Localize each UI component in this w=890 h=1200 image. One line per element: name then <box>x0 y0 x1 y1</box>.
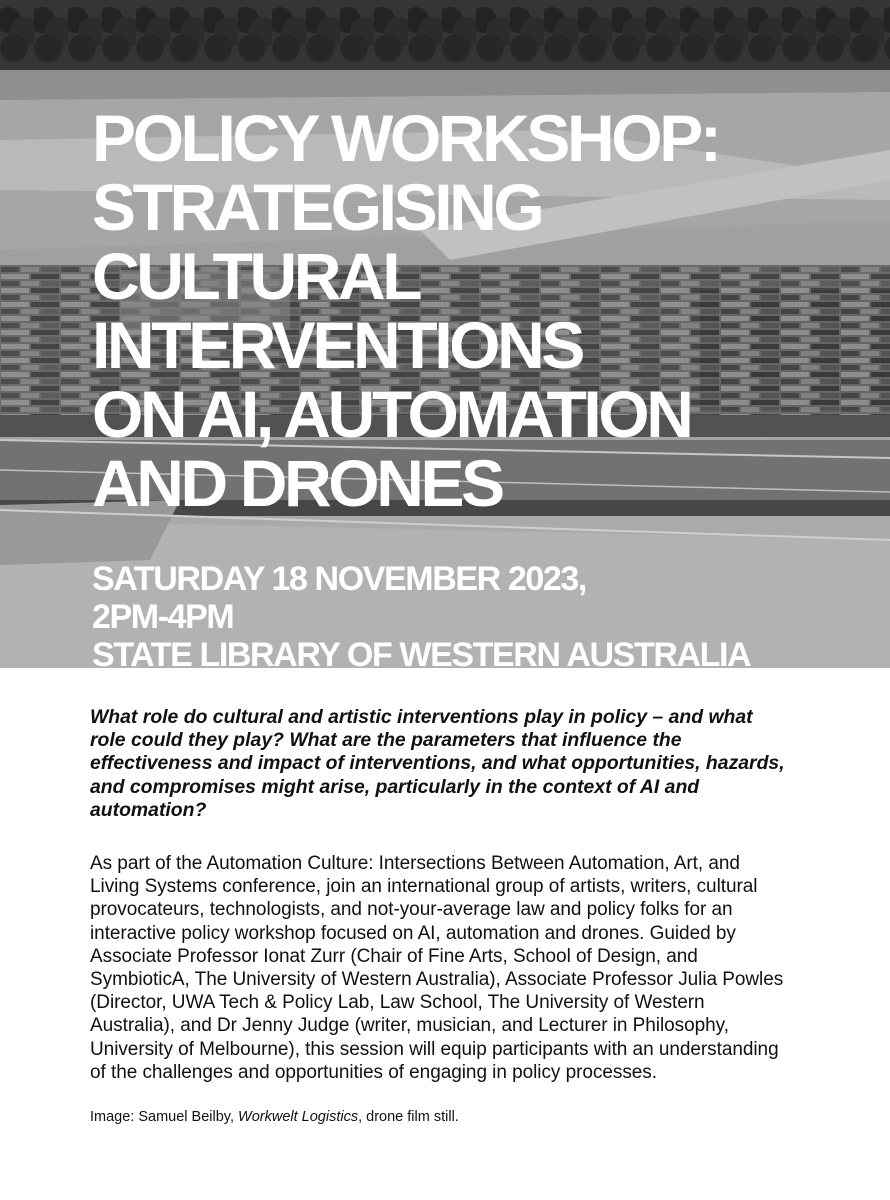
article-body <box>90 706 790 1126</box>
image-credit-suffix: , drone film still. <box>358 1109 459 1126</box>
image-credit <box>90 1108 790 1126</box>
title-line-3: CULTURAL <box>92 239 420 313</box>
image-credit-prefix: Image: Samuel Beilby, <box>90 1109 239 1126</box>
event-venue: STATE LIBRARY OF WESTERN AUSTRALIA <box>92 636 751 668</box>
title-line-2: STRATEGISING <box>92 170 542 244</box>
title-line-5: ON AI, AUTOMATION <box>92 377 691 451</box>
lead-paragraph: What role do cultural and artistic interventions play in policy – and what role could they play? What are the parameters that influence the effectiveness and impact of interventions, and what opportunities, hazards, and compromises might arise, particularly in the context of AI and automation? <box>90 706 785 821</box>
event-date: SATURDAY 18 NOVEMBER 2023, <box>92 560 586 598</box>
event-time: 2PM-4PM <box>92 598 234 636</box>
page-title <box>92 101 882 520</box>
event-details <box>92 560 882 668</box>
title-line-1: POLICY WORKSHOP: <box>92 101 719 175</box>
hero-text <box>92 101 882 668</box>
description-paragraph: As part of the Automation Culture: Intersections Between Automation, Art, and Living Systems conference, join an international group of artists, writers, cultural provocateurs, technologists, and not-your-average law and policy folks for an interactive policy workshop focused on AI, automation and drones. Guided by Associate Professor Ionat Zurr (Chair of Fine Arts, School of Design, and SymbioticA, The University of Western Australia), Associate Professor Julia Powles (Director, UWA Tech & Policy Lab, Law School, The University of Western Australia), and Dr Jenny Judge (writer, musician, and Lecturer in Philosophy, University of Melbourne), this session will equip participants with an understanding of the challenges and opportunities of engaging in policy processes. <box>90 853 784 1083</box>
title-line-4: INTERVENTIONS <box>92 308 582 382</box>
title-line-6: AND DRONES <box>92 446 502 520</box>
image-credit-work-title: Workwelt Logistics <box>238 1109 359 1126</box>
